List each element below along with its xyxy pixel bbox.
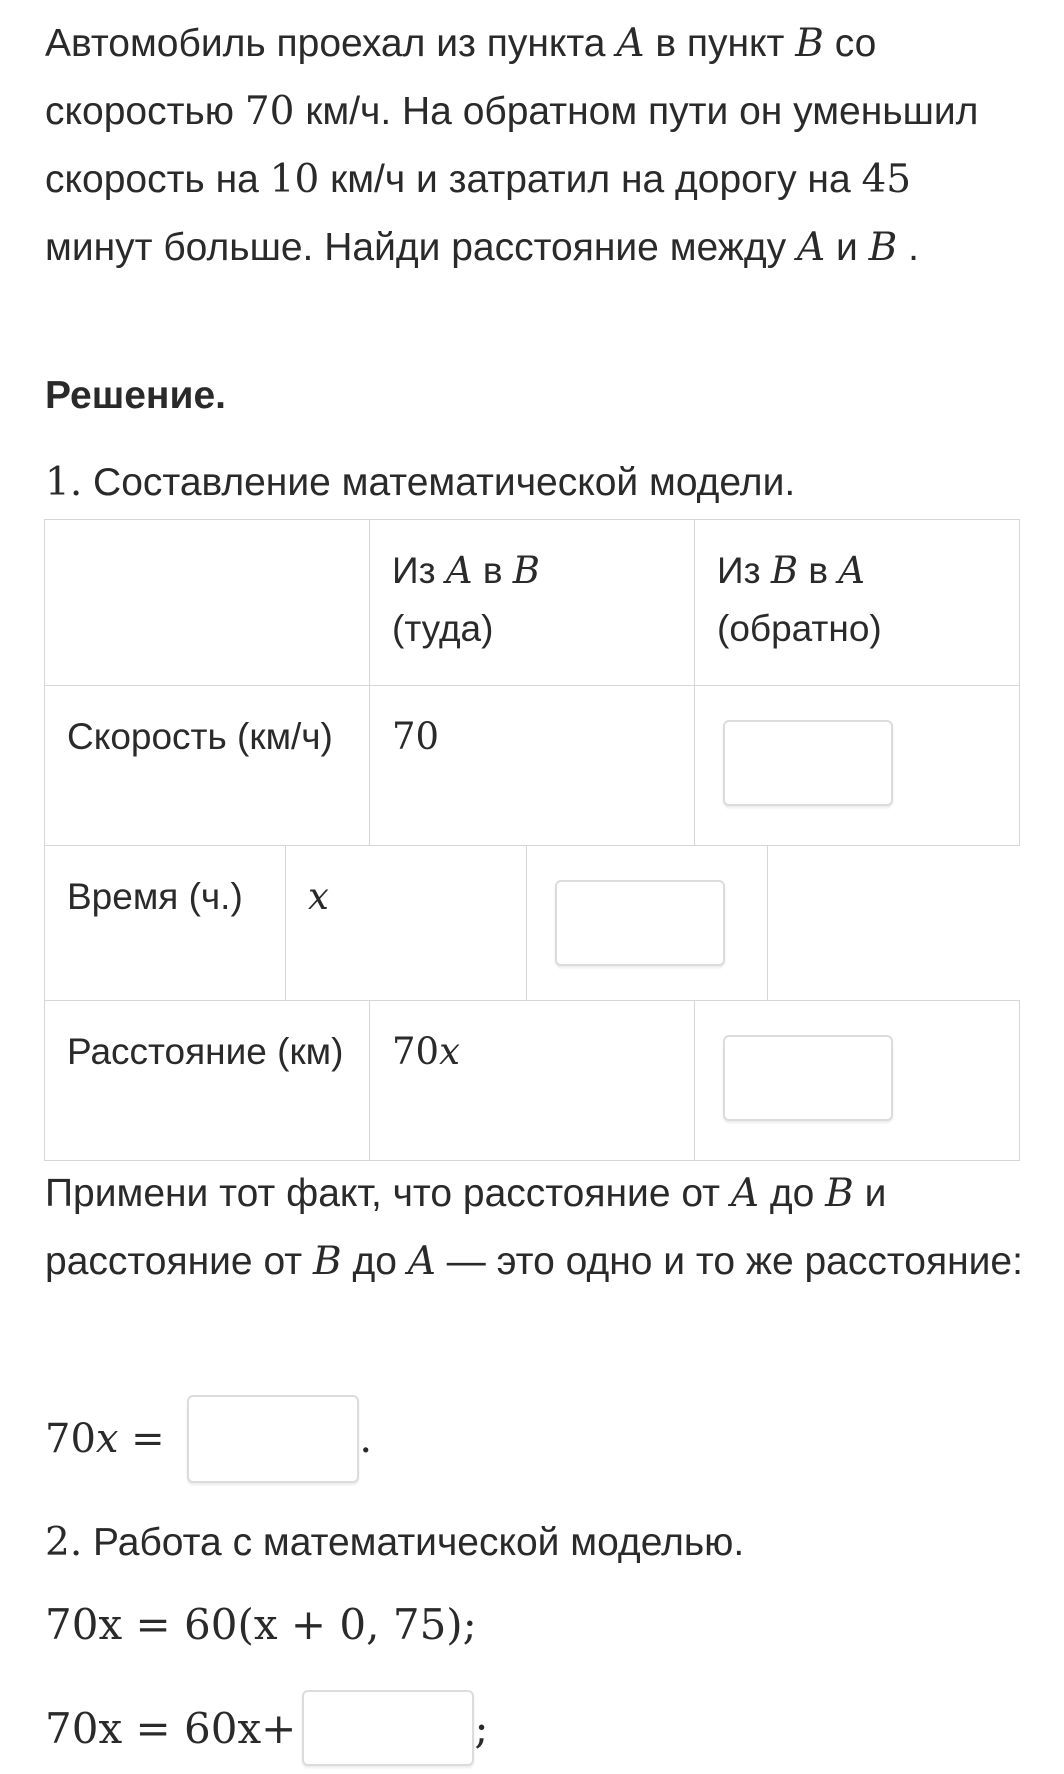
extra-minutes-value: 45 <box>861 157 912 202</box>
header-there <box>369 519 695 686</box>
header-back <box>694 519 1020 686</box>
apply-text: до <box>759 1172 826 1215</box>
equation-input[interactable] <box>187 1395 359 1483</box>
speed-there-value: 70 <box>369 685 695 846</box>
eq-var: x <box>95 1416 119 1462</box>
time-back-input[interactable] <box>555 880 725 966</box>
point-a: A <box>407 1239 436 1284</box>
point-a: A <box>616 21 645 66</box>
speed-reduction-value: 10 <box>269 157 320 202</box>
step-text: Составление математической модели. <box>82 461 796 504</box>
point-b: B <box>825 1171 854 1216</box>
table-corner-cell <box>44 519 370 686</box>
point-b: B <box>512 549 540 592</box>
speed-back-input[interactable] <box>723 720 893 806</box>
apply-text: — это одно и то же расстояние: <box>435 1240 1023 1283</box>
problem-text: со скоростью <box>45 22 877 133</box>
distance-back-input[interactable] <box>723 1035 893 1121</box>
distance-coef: 70 <box>392 1030 440 1073</box>
speed-value: 70 <box>244 89 295 134</box>
table-header-row <box>45 520 1021 686</box>
time-there-value: x <box>285 845 527 1001</box>
eq-end: . <box>359 1416 373 1462</box>
problem-statement <box>45 10 1025 282</box>
eq-sign: = <box>118 1416 178 1462</box>
equation-expanded <box>45 1690 489 1766</box>
point-a: A <box>838 549 865 592</box>
point-a: A <box>445 549 473 592</box>
header-text: Из <box>392 550 446 591</box>
point-b: B <box>868 225 898 270</box>
header-text: Из <box>717 550 771 591</box>
time-back-cell <box>526 845 768 1001</box>
problem-text: минут больше. Найди расстояние между <box>45 226 797 269</box>
step-1-title <box>45 460 795 505</box>
speed-back-cell <box>694 685 1020 846</box>
distance-var: x <box>439 1030 460 1073</box>
problem-text: . <box>897 226 919 269</box>
problem-text: и <box>825 226 869 269</box>
equation-model: 70x = 60(x + 0, 75); <box>45 1600 477 1649</box>
header-note: (туда) <box>392 608 494 649</box>
step-2-title <box>45 1520 744 1565</box>
point-a: A <box>730 1171 760 1216</box>
distance-back-cell <box>694 1000 1020 1161</box>
step-text: Работа с математической моделью. <box>82 1521 745 1564</box>
apply-text: и расстояние от <box>45 1172 887 1283</box>
model-table <box>45 520 1021 1161</box>
problem-text: Автомобиль проехал из пункта <box>45 22 617 65</box>
header-text: в <box>798 550 839 591</box>
eq-lhs: 70x = 60x+ <box>45 1703 297 1753</box>
solution-heading: Решение. <box>45 374 226 417</box>
point-a: A <box>796 225 826 270</box>
step-number: 2. <box>45 1520 83 1565</box>
problem-text: км/ч. На обратном пути он уменьшил скорость на <box>45 90 979 201</box>
step-number: 1. <box>45 460 83 505</box>
eq-end: ; <box>474 1703 489 1753</box>
equation-distance <box>45 1395 372 1483</box>
header-note: (обратно) <box>717 608 882 649</box>
point-b: B <box>313 1239 342 1284</box>
speed-label: Скорость (км/ч) <box>44 685 370 846</box>
point-b: B <box>770 549 799 592</box>
distance-label: Расстояние (км) <box>44 1000 370 1161</box>
distance-there-value <box>369 1000 695 1161</box>
apply-text: до <box>341 1240 408 1283</box>
apply-fact-text <box>45 1160 1025 1296</box>
expanded-input[interactable] <box>302 1690 474 1766</box>
table-row-distance <box>45 1001 1021 1161</box>
problem-text: км/ч и затратил на дорогу на <box>319 158 862 201</box>
table-row-speed <box>45 686 1021 846</box>
time-label: Время (ч.) <box>44 845 286 1001</box>
point-b: B <box>795 21 824 66</box>
problem-text: в пункт <box>644 22 796 65</box>
table-row-time <box>45 846 1021 1001</box>
apply-text: Примени тот факт, что расстояние от <box>45 1172 731 1215</box>
header-text: в <box>472 550 513 591</box>
eq-coef: 70 <box>45 1416 96 1462</box>
